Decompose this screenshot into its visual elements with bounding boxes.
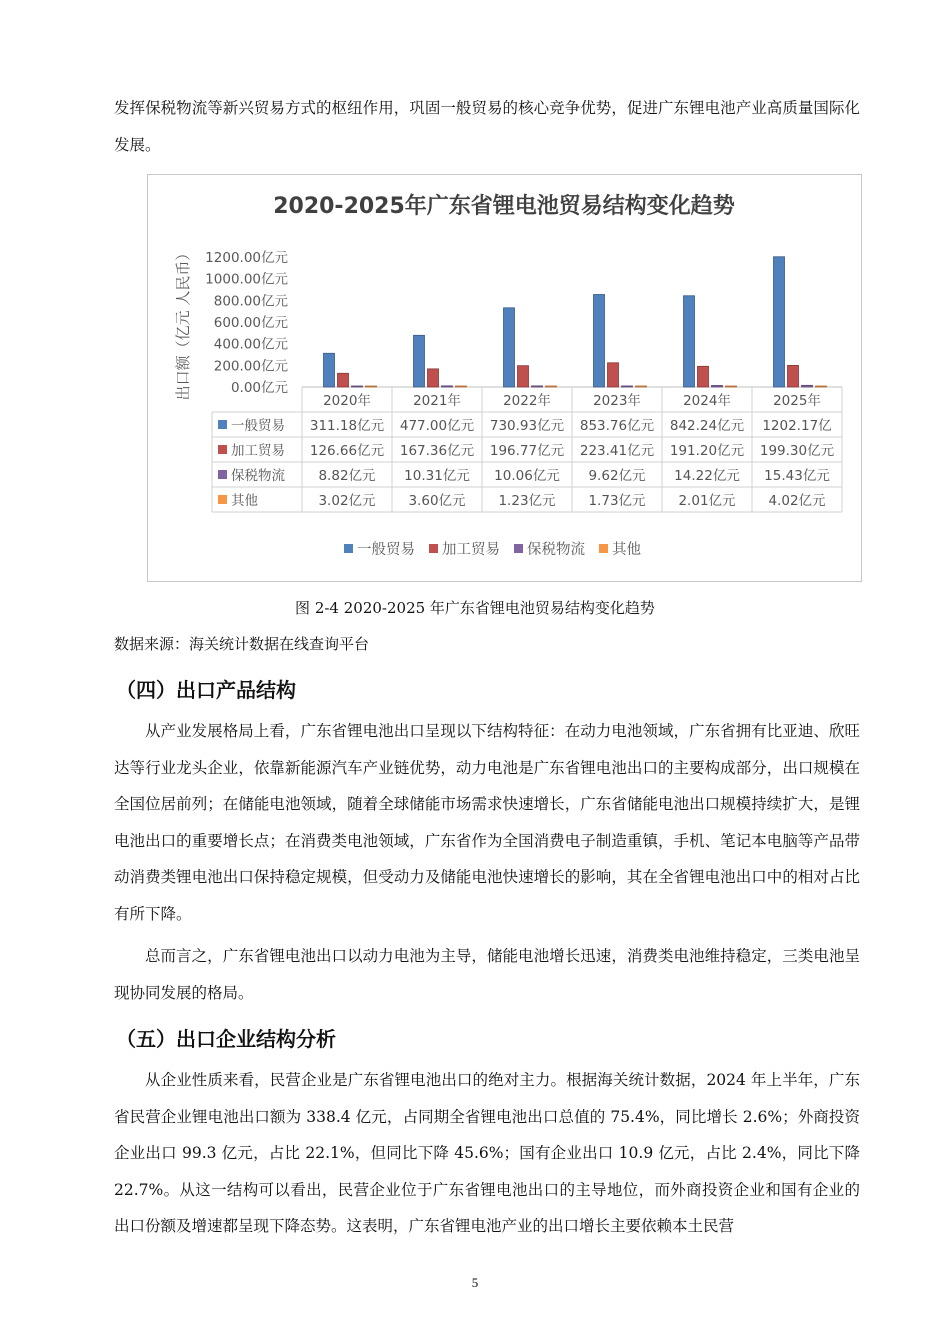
legend-label: 保税物流 [527, 542, 585, 558]
data-label: 1.23亿元 [498, 493, 556, 509]
chart-svg [148, 175, 861, 581]
data-label: 10.31亿元 [404, 468, 470, 484]
bar-加工贸易-2025年 [788, 365, 799, 387]
paragraph-enterprise-structure: 从企业性质来看，民营企业是广东省锂电池出口的绝对主力。根据海关统计数据，2024 年上半年，广东省民营企业锂电池出口额为 338.4 亿元，占同期全省锂电池出口总值的 75.4%，同比增长 2.6%；外商投资企业出口 99.3 亿元，占比 22.1%，但同比下降 45.6%；国有企业出口 10.9 亿元，占比 2.4%，同比下降 22.7%。从这一结构可以看出，民营企业位于广东省锂电池出口的主导地位，而外商投资企业和国有企业的出口份额及增速都呈现下降态势。这表明，广东省锂电池产业的出口增长主要依赖本土民营 [114, 1071, 860, 1235]
table-series-name: 一般贸易 [231, 418, 285, 434]
bar-一般贸易-2025年 [774, 257, 785, 387]
data-label: 3.60亿元 [408, 493, 466, 509]
table-series-name: 加工贸易 [231, 443, 285, 459]
figure-caption: 图 2-4 2020-2025 年广东省锂电池贸易结构变化趋势 [295, 599, 655, 617]
data-label: 1202.17亿 [762, 418, 832, 434]
x-tick-label: 2025年 [773, 393, 821, 409]
page-number: 5 [471, 1275, 479, 1290]
x-tick-label: 2021年 [413, 393, 461, 409]
data-label: 4.02亿元 [768, 493, 826, 509]
legend-label: 一般贸易 [357, 542, 415, 558]
bar-一般贸易-2024年 [684, 296, 695, 387]
data-label: 311.18亿元 [309, 418, 385, 434]
data-label: 196.77亿元 [489, 443, 565, 459]
y-tick-label: 200.00亿元 [213, 358, 288, 375]
data-label: 853.76亿元 [579, 418, 655, 434]
y-tick-label: 800.00亿元 [213, 293, 288, 310]
bar-保税物流-2023年 [622, 386, 633, 387]
x-tick-label: 2024年 [683, 393, 731, 409]
legend-marker-其他 [599, 544, 608, 553]
y-tick-label: 1200.00亿元 [205, 250, 288, 266]
bar-保税物流-2024年 [712, 385, 723, 387]
legend-label: 其他 [612, 542, 641, 558]
data-label: 477.00亿元 [399, 418, 475, 434]
bar-保税物流-2022年 [532, 386, 543, 387]
bar-一般贸易-2023年 [594, 295, 605, 387]
data-label: 3.02亿元 [318, 493, 376, 509]
data-label: 15.43亿元 [764, 468, 830, 484]
y-tick-label: 400.00亿元 [213, 336, 288, 353]
legend-label: 加工贸易 [442, 542, 500, 558]
legend-marker-加工贸易 [429, 544, 438, 553]
bar-一般贸易-2021年 [414, 335, 425, 387]
intro-paragraph: 发挥保税物流等新兴贸易方式的枢纽作用，巩固一般贸易的核心竞争优势，促进广东锂电池产业高质量国际化发展。 [114, 99, 860, 154]
y-axis-label: 出口额（亿元 人民币） [174, 245, 192, 401]
legend-key-加工贸易 [218, 445, 227, 454]
data-label: 199.30亿元 [759, 443, 835, 459]
data-label: 191.20亿元 [669, 443, 745, 459]
data-label: 14.22亿元 [674, 468, 740, 484]
bar-其他-2023年 [636, 386, 647, 387]
data-label: 10.06亿元 [494, 468, 560, 484]
data-label: 842.24亿元 [669, 418, 745, 434]
bar-一般贸易-2022年 [504, 308, 515, 387]
legend-marker-保税物流 [514, 544, 523, 553]
data-label: 9.62亿元 [588, 468, 646, 484]
paragraph-product-structure: 从产业发展格局上看，广东省锂电池出口呈现以下结构特征：在动力电池领域，广东省拥有比亚迪、欣旺达等行业龙头企业，依靠新能源汽车产业链优势，动力电池是广东省锂电池出口的主要构成部分，出口规模在全国位居前列；在储能电池领域，随着全球储能市场需求快速增长，广东省储能电池出口规模持续扩大，是锂电池出口的重要增长点；在消费类电池领域，广东省作为全国消费电子制造重镇，手机、笔记本电脑等产品带动消费类锂电池出口保持稳定规模，但受动力及储能电池快速增长的影响，其在全省锂电池出口中的相对占比有所下降。 [114, 722, 860, 923]
legend-key-一般贸易 [218, 420, 227, 429]
data-label: 2.01亿元 [678, 493, 736, 509]
bar-其他-2025年 [816, 386, 827, 387]
data-label: 1.73亿元 [588, 493, 646, 509]
chart-title: 2020-2025年广东省锂电池贸易结构变化趋势 [273, 194, 735, 219]
data-label: 730.93亿元 [489, 418, 565, 434]
bar-其他-2020年 [366, 386, 377, 387]
table-series-name: 保税物流 [231, 468, 285, 484]
bar-加工贸易-2023年 [608, 363, 619, 387]
x-tick-label: 2020年 [323, 393, 371, 409]
legend-key-其他 [218, 495, 227, 504]
data-source: 数据来源：海关统计数据在线查询平台 [114, 635, 370, 653]
bar-保税物流-2025年 [802, 385, 813, 387]
trade-structure-chart [147, 174, 862, 582]
y-tick-label: 1000.00亿元 [205, 271, 288, 288]
data-label: 167.36亿元 [399, 443, 475, 459]
data-label: 8.82亿元 [318, 468, 376, 484]
paragraph-summary: 总而言之，广东省锂电池出口以动力电池为主导，储能电池增长迅速，消费类电池维持稳定，三类电池呈现协同发展的格局。 [114, 947, 860, 1002]
legend-marker-一般贸易 [344, 544, 353, 553]
bar-加工贸易-2020年 [338, 373, 349, 387]
section-heading-product-structure: （四）出口产品结构 [116, 678, 296, 702]
x-tick-label: 2022年 [503, 393, 551, 409]
table-series-name: 其他 [231, 493, 258, 509]
bar-其他-2024年 [726, 386, 737, 387]
data-label: 126.66亿元 [309, 443, 385, 459]
section-heading-enterprise-structure: （五）出口企业结构分析 [116, 1027, 336, 1051]
legend-key-保税物流 [218, 470, 227, 479]
bar-一般贸易-2020年 [324, 353, 335, 387]
bar-其他-2021年 [456, 386, 467, 387]
bar-加工贸易-2022年 [518, 366, 529, 387]
x-tick-label: 2023年 [593, 393, 641, 409]
bar-保税物流-2020年 [352, 386, 363, 387]
data-label: 223.41亿元 [579, 443, 655, 459]
bar-加工贸易-2021年 [428, 369, 439, 387]
y-tick-label: 0.00亿元 [230, 380, 288, 396]
bar-其他-2022年 [546, 386, 557, 387]
y-tick-label: 600.00亿元 [213, 315, 288, 331]
bar-加工贸易-2024年 [698, 366, 709, 387]
bar-保税物流-2021年 [442, 386, 453, 387]
